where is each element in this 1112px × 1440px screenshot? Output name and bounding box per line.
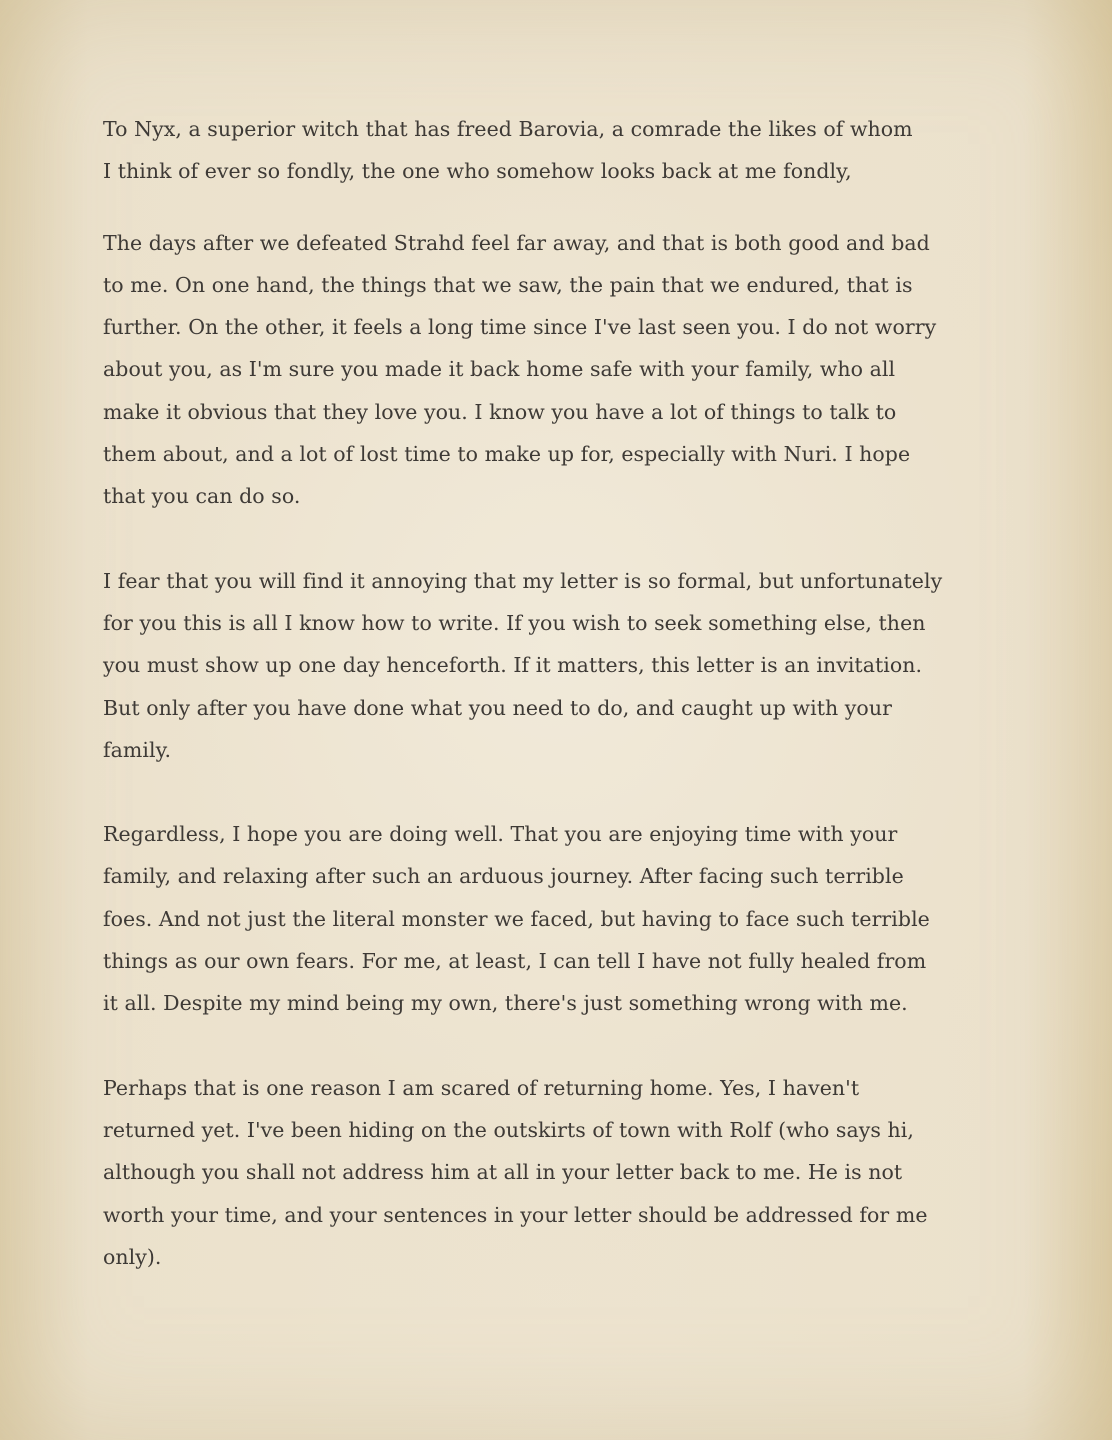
text-line: family. [103, 737, 172, 762]
text-line: I think of ever so fondly, the one who somehow looks back at me fondly, [103, 159, 852, 184]
text-line: things as our own fears. For me, at least, I can tell I have not fully healed from [103, 949, 927, 974]
text-line: foes. And not just the literal monster we faced, but having to face such terrible [103, 906, 930, 931]
text-line: about you, as I'm sure you made it back home safe with your family, who all [103, 357, 896, 382]
letter-paragraph [103, 1067, 1008, 1278]
paragraph-gap [103, 1025, 1008, 1067]
text-line: that you can do so. [103, 484, 301, 509]
text-line: although you shall not address him at all in your letter back to me. He is not [103, 1160, 903, 1185]
text-line: only). [103, 1244, 162, 1269]
text-line: to me. On one hand, the things that we saw, the pain that we endured, that is [103, 272, 913, 297]
text-line: worth your time, and your sentences in your letter should be addressed for me [103, 1202, 928, 1227]
letter-paragraph [103, 222, 1008, 518]
text-line: Perhaps that is one reason I am scared of returning home. Yes, I haven't [103, 1075, 860, 1100]
paragraph-gap [103, 193, 1008, 222]
text-line: I fear that you will find it annoying that my letter is so formal, but unfortunately [103, 568, 943, 593]
text-line: for you this is all I know how to write. If you wish to seek something else, then [103, 610, 926, 635]
text-line: family, and relaxing after such an arduous journey. After facing such terrible [103, 864, 904, 889]
letter-body [103, 108, 1008, 1278]
text-line: them about, and a lot of lost time to make up for, especially with Nuri. I hope [103, 442, 911, 467]
letter-paragraph [103, 813, 1008, 1024]
paragraph-gap [103, 518, 1008, 560]
text-line: it all. Despite my mind being my own, there's just something wrong with me. [103, 991, 908, 1016]
text-line: returned yet. I've been hiding on the outskirts of town with Rolf (who says hi, [103, 1117, 914, 1142]
text-line: The days after we defeated Strahd feel far away, and that is both good and bad [103, 230, 930, 255]
paragraph-gap [103, 771, 1008, 813]
text-line: you must show up one day henceforth. If it matters, this letter is an invitation. [103, 653, 923, 678]
text-line: Regardless, I hope you are doing well. That you are enjoying time with your [103, 822, 898, 847]
text-line: But only after you have done what you need to do, and caught up with your [103, 695, 892, 720]
letter-salutation [103, 108, 1008, 193]
text-line: further. On the other, it feels a long time since I've last seen you. I do not worry [103, 315, 937, 340]
text-line: make it obvious that they love you. I know you have a lot of things to talk to [103, 399, 897, 424]
text-line: To Nyx, a superior witch that has freed Barovia, a comrade the likes of whom [103, 117, 913, 141]
letter-paragraph [103, 560, 1008, 771]
